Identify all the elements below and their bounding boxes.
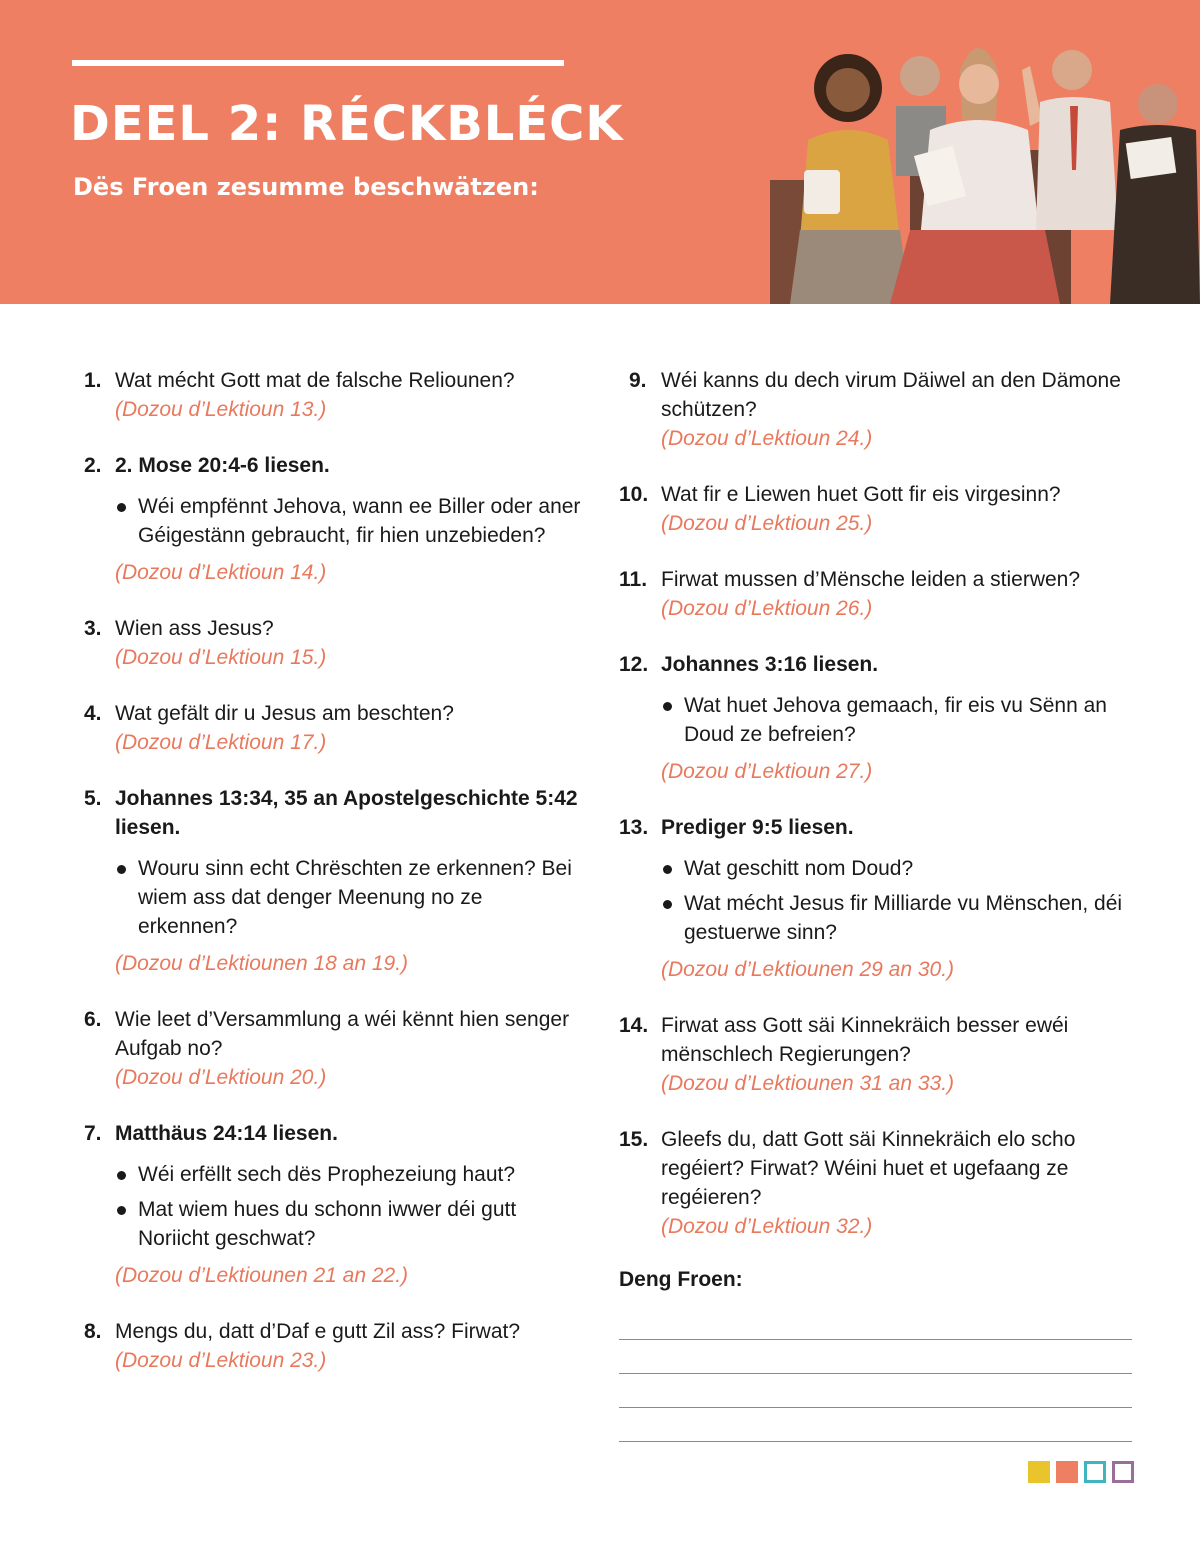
scripture-reading: Prediger 9:5 liesen. (661, 816, 854, 839)
lesson-reference: (Dozou d’Lektiounen 18 an 19.) (115, 952, 409, 975)
paper-shape (1126, 137, 1177, 179)
teal-square-icon (1084, 1461, 1106, 1483)
question-text: Firwat ass Gott säi Kinnekräich besser ewéi mënschlech Regierungen? (661, 1014, 1069, 1066)
lesson-reference: (Dozou d’Lektioun 25.) (661, 512, 873, 535)
note-line[interactable] (619, 1408, 1132, 1442)
purple-square-icon (1112, 1461, 1134, 1483)
header-band (0, 0, 1200, 304)
lesson-reference: (Dozou d’Lektioun 24.) (661, 427, 873, 450)
scripture-reading: Johannes 13:34, 35 an Apostelgeschichte 5:42 liesen. (115, 787, 578, 839)
bullet-item: Wouru sinn echt Chrëschten ze erkennen? Bei wiem ass dat denger Meenung no ze erkennen? (115, 854, 584, 941)
note-line[interactable] (619, 1374, 1132, 1408)
lesson-reference: (Dozou d’Lektioun 32.) (661, 1215, 873, 1238)
bullet-item: Wéi empfënnt Jehova, wann ee Biller oder aner Géigestänn gebraucht, fir hien unzebieden? (115, 492, 584, 550)
question-15 (619, 1125, 1139, 1241)
lesson-reference: (Dozou d’Lektioun 26.) (661, 597, 873, 620)
person-face (1138, 84, 1178, 124)
notes-lines[interactable] (619, 1306, 1132, 1442)
scripture-reading: Johannes 3:16 liesen. (661, 653, 879, 676)
bullet-list (661, 854, 1139, 947)
question-number: 1. (84, 369, 102, 392)
question-text: Wat fir e Liewen huet Gott fir eis virgesinn? (661, 483, 1061, 506)
question-number: 6. (84, 1008, 102, 1031)
audience-illustration (760, 30, 1200, 304)
question-text: Wéi kanns du dech virum Däiwel an den Dämone schützen? (661, 369, 1121, 421)
scripture-reading: Matthäus 24:14 liesen. (115, 1122, 338, 1145)
question-11 (619, 565, 1139, 623)
person-face (959, 64, 999, 104)
lesson-reference: (Dozou d’Lektiounen 29 an 30.) (661, 958, 955, 981)
note-line[interactable] (619, 1306, 1132, 1340)
person-skirt (890, 230, 1060, 304)
bullet-list (115, 492, 584, 550)
bullet-item: Wat huet Jehova gemaach, fir eis vu Sënn an Doud ze befreien? (661, 691, 1139, 749)
scripture-reading: 2. Mose 20:4-6 liesen. (115, 454, 330, 477)
header-rule (72, 60, 564, 66)
lesson-reference: (Dozou d’Lektioun 15.) (115, 646, 327, 669)
notes-label: Deng Froen: (619, 1268, 743, 1291)
question-number: 5. (84, 787, 102, 810)
person-skirt (790, 230, 910, 304)
bullet-list (115, 1160, 584, 1253)
question-7 (84, 1119, 584, 1290)
lesson-reference: (Dozou d’Lektioun 14.) (115, 561, 327, 584)
question-2 (84, 451, 584, 587)
question-14 (619, 1011, 1139, 1098)
bullet-item: Wat geschitt nom Doud? (661, 854, 1139, 883)
bullet-list (115, 854, 584, 941)
question-number: 10. (619, 483, 649, 506)
question-number: 12. (619, 653, 649, 676)
question-text: Wien ass Jesus? (115, 617, 274, 640)
bullet-item: Wat mécht Jesus fir Milliarde vu Mënschen, déi gestuerwe sinn? (661, 889, 1139, 947)
question-number: 4. (84, 702, 102, 725)
lesson-reference: (Dozou d’Lektiounen 21 an 22.) (115, 1264, 409, 1287)
yellow-square-icon (1028, 1461, 1050, 1483)
question-number: 11. (619, 568, 648, 591)
question-8 (84, 1317, 584, 1375)
question-text: Gleefs du, datt Gott säi Kinnekräich elo scho regéiert? Firwat? Wéini huet et ugefaang ze regéieren? (661, 1128, 1076, 1209)
left-column (84, 366, 584, 1402)
question-number: 14. (619, 1014, 649, 1037)
question-10 (619, 480, 1139, 538)
bullet-item: Wéi erfëllt sech dës Prophezeiung haut? (115, 1160, 584, 1189)
lesson-reference: (Dozou d’Lektioun 27.) (661, 760, 873, 783)
lesson-reference: (Dozou d’Lektioun 23.) (115, 1349, 327, 1372)
raised-hand (1022, 66, 1042, 126)
question-number: 2. (84, 454, 102, 477)
decorative-squares (1028, 1461, 1134, 1483)
question-number: 8. (84, 1320, 102, 1343)
page-title: DEEL 2: RÉCKBLÉCK (70, 96, 624, 152)
person-face (1052, 50, 1092, 90)
question-text: Mengs du, datt d’Daf e gutt Zil ass? Firwat? (115, 1320, 521, 1343)
question-number: 7. (84, 1122, 102, 1145)
question-text: Wie leet d’Versammlung a wéi kënnt hien senger Aufgab no? (115, 1008, 570, 1060)
page-subtitle: Dës Froen zesumme beschwätzen: (73, 173, 539, 201)
person-face (900, 56, 940, 96)
question-12 (619, 650, 1139, 786)
question-3 (84, 614, 584, 672)
note-line[interactable] (619, 1340, 1132, 1374)
question-number: 3. (84, 617, 102, 640)
question-number: 9. (629, 369, 647, 392)
question-9 (619, 366, 1139, 453)
question-number: 13. (619, 816, 649, 839)
question-6 (84, 1005, 584, 1092)
bullet-list (661, 691, 1139, 749)
question-number: 15. (619, 1128, 649, 1151)
lesson-reference: (Dozou d’Lektioun 17.) (115, 731, 327, 754)
question-4 (84, 699, 584, 757)
question-13 (619, 813, 1139, 984)
question-5 (84, 784, 584, 978)
question-text: Wat mécht Gott mat de falsche Reliounen? (115, 369, 515, 392)
question-text: Firwat mussen d’Mënsche leiden a stierwen? (661, 568, 1081, 591)
question-text: Wat gefält dir u Jesus am beschten? (115, 702, 454, 725)
right-column (619, 366, 1139, 1442)
orange-square-icon (1056, 1461, 1078, 1483)
lesson-reference: (Dozou d’Lektiounen 31 an 33.) (661, 1072, 955, 1095)
lesson-reference: (Dozou d’Lektioun 20.) (115, 1066, 327, 1089)
bullet-item: Mat wiem hues du schonn iwwer déi gutt Noriicht geschwat? (115, 1195, 584, 1253)
tablet-shape (804, 170, 840, 214)
lesson-reference: (Dozou d’Lektioun 13.) (115, 398, 327, 421)
question-1 (84, 366, 584, 424)
person-face (826, 68, 870, 112)
